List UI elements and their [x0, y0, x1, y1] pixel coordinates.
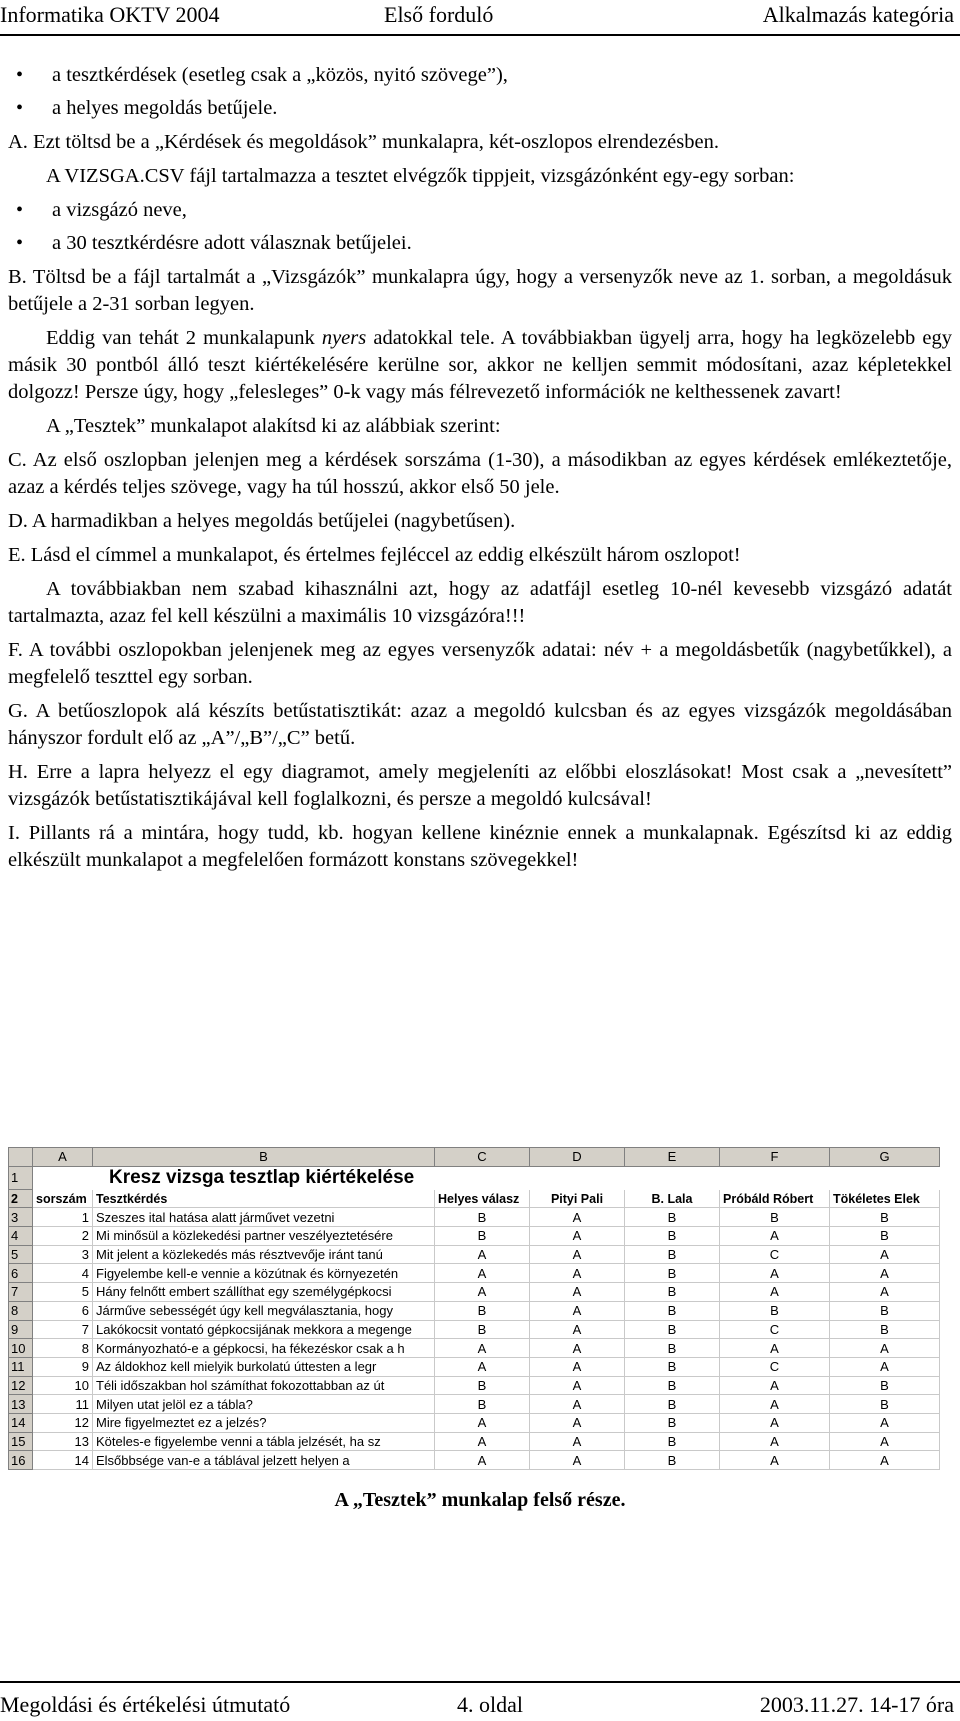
header-cell: Tökéletes Elek: [830, 1189, 940, 1208]
table-cell: A: [435, 1357, 530, 1376]
task-e: E. Lásd el címmel a munkalapot, és értelmes fejléccel az eddig elkészült három oszlopot!: [8, 544, 741, 566]
header-round: Első forduló: [384, 2, 494, 27]
table-cell: Mi minősül a közlekedési partner veszélyeztetésére: [93, 1227, 435, 1246]
row-number: 6: [9, 1264, 33, 1283]
table-cell: 12: [33, 1413, 93, 1432]
table-row: [9, 1264, 940, 1283]
table-row: [9, 1283, 940, 1302]
spreadsheet-sample: [8, 1147, 956, 1477]
task-b: B. Töltsd be a fájl tartalmát a „Vizsgázók” munkalapra úgy, hogy a versenyzők neve az 1. sorban, a megoldásuk betűjele a 2-31 sorban legyen.: [8, 266, 952, 315]
table-cell: B: [625, 1357, 720, 1376]
table-row: [9, 1227, 940, 1246]
list-item: • a vizsgázó neve,: [8, 197, 952, 224]
paragraph-eddig: [8, 325, 952, 406]
table-cell: A: [830, 1357, 940, 1376]
task-a: A. Ezt töltsd be a „Kérdések és megoldások” munkalapra, két-oszlopos elrendezésben.: [8, 131, 719, 153]
table-cell: A: [720, 1339, 830, 1358]
table-row: [9, 1320, 940, 1339]
table-cell: C: [720, 1245, 830, 1264]
table-cell: A: [435, 1339, 530, 1358]
sheet-body: [9, 1208, 940, 1470]
row-number: 12: [9, 1376, 33, 1395]
table-cell: A: [720, 1264, 830, 1283]
footer-title: Megoldási és értékelési útmutató: [0, 1692, 291, 1717]
table-row: [9, 1376, 940, 1395]
table-cell: A: [435, 1264, 530, 1283]
table-cell: Szeszes ital hatása alatt járművet vezetni: [93, 1208, 435, 1227]
column-header-row: [9, 1148, 940, 1167]
table-cell: A: [435, 1413, 530, 1432]
table-cell: 14: [33, 1451, 93, 1470]
table-row: [9, 1208, 940, 1227]
table-cell: A: [830, 1264, 940, 1283]
bullet-list-csv: [8, 197, 952, 257]
text-span: adatokkal tele. A továbbiakban ügyelj arra, hogy ha legközelebb egy másik 30 pontból álló teszt kiértékelésére kerülne sor, akkor ne kelljen semmit módosítani, azaz képletekkel dolgozz! Persze úgy, hogy „felesleges” 0-k vagy más félrevezető információk ne kelthessenek zavart!: [8, 327, 952, 403]
table-row: [9, 1413, 940, 1432]
page-footer: [0, 1681, 960, 1721]
row-number: 2: [9, 1189, 33, 1208]
table-cell: B: [830, 1227, 940, 1246]
table-cell: 5: [33, 1283, 93, 1302]
table-cell: 11: [33, 1395, 93, 1414]
task-g: G. A betűoszlopok alá készíts betűstatisztikát: azaz a megoldó kulcsban és az egyes vizsgázók megoldásában hányszor fordult elő az „A”/„B”/„C” betű.: [8, 700, 952, 749]
row-number: 9: [9, 1320, 33, 1339]
task-text: [8, 62, 952, 881]
task-h: H. Erre a lapra helyezz el egy diagramot, amely megjeleníti az előbbi eloszlásokat! Most csak a „nevesített” vizsgázók betűstatisztikájával kell foglalkozni, és persze a megoldó kulcsával!: [8, 761, 952, 810]
table-cell: Figyelembe kell-e vennie a közútnak és környezetén: [93, 1264, 435, 1283]
list-item: • a 30 tesztkérdésre adott válasznak betűjelei.: [8, 230, 952, 257]
task-i: I. Pillants rá a mintára, hogy tudd, kb. hogyan kellene kinéznie ennek a munkalapnak. Egészítsd ki az eddig elkészült munkalapot a megfelelően formázott konstans szövegekkel!: [8, 822, 952, 871]
table-cell: 7: [33, 1320, 93, 1339]
csv-description: A VIZSGA.CSV fájl tartalmazza a tesztet elvégzők tippjeit, vizsgázónként egy-egy sorban:: [46, 165, 795, 187]
header-row: [9, 1189, 940, 1208]
header-cell: B. Lala: [625, 1189, 720, 1208]
table-cell: B: [830, 1376, 940, 1395]
column-header: D: [530, 1148, 625, 1167]
table-cell: A: [530, 1451, 625, 1470]
table-cell: A: [530, 1301, 625, 1320]
table-cell: A: [435, 1432, 530, 1451]
table-cell: A: [720, 1227, 830, 1246]
row-number: 4: [9, 1227, 33, 1246]
column-header: A: [33, 1148, 93, 1167]
header-cell: Pityi Pali: [530, 1189, 625, 1208]
corner-cell: [9, 1148, 33, 1167]
table-cell: B: [720, 1301, 830, 1320]
table-cell: 8: [33, 1339, 93, 1358]
table-cell: 2: [33, 1227, 93, 1246]
table-cell: 10: [33, 1376, 93, 1395]
footer-page: 4. oldal: [457, 1692, 523, 1717]
table-cell: B: [625, 1208, 720, 1227]
table-cell: B: [625, 1451, 720, 1470]
task-c: C. Az első oszlopban jelenjen meg a kérdések sorszáma (1-30), a másodikban az egyes kérdések emlékeztetője, azaz a kérdés teljes szövege, vagy ha túl hosszú, akkor első 50 jele.: [8, 449, 952, 498]
header-cell: Tesztkérdés: [93, 1189, 435, 1208]
table-cell: B: [625, 1227, 720, 1246]
row-number: 10: [9, 1339, 33, 1358]
table-cell: A: [720, 1432, 830, 1451]
table-cell: Köteles-e figyelembe venni a tábla jelzését, ha sz: [93, 1432, 435, 1451]
paragraph-tovabb: A továbbiakban nem szabad kihasználni azt, hogy az adatfájl esetleg 10-nél kevesebb vizsgázó adatát tartalmazta, azaz fel kell készülni a maximális 10 vizsgázóra!!!: [8, 578, 952, 627]
table-cell: A: [530, 1432, 625, 1451]
table-cell: A: [720, 1451, 830, 1470]
table-row: [9, 1451, 940, 1470]
table-cell: A: [435, 1451, 530, 1470]
row-number: 13: [9, 1395, 33, 1414]
column-header: B: [93, 1148, 435, 1167]
row-number: 14: [9, 1413, 33, 1432]
table-cell: A: [830, 1245, 940, 1264]
table-cell: 1: [33, 1208, 93, 1227]
table-cell: A: [435, 1245, 530, 1264]
table-cell: B: [435, 1301, 530, 1320]
table-cell: B: [625, 1301, 720, 1320]
table-row: [9, 1301, 940, 1320]
list-item: • a helyes megoldás betűjele.: [8, 95, 952, 122]
header-competition: Informatika OKTV 2004: [0, 2, 220, 27]
table-cell: B: [435, 1395, 530, 1414]
table-cell: B: [625, 1339, 720, 1358]
table-cell: B: [625, 1413, 720, 1432]
table-cell: Az áldokhoz kell mielyik burkolatú úttesten a legr: [93, 1357, 435, 1376]
table-cell: B: [625, 1283, 720, 1302]
column-header: C: [435, 1148, 530, 1167]
table-cell: Mire figyelmeztet ez a jelzés?: [93, 1413, 435, 1432]
table-cell: Járműve sebességét úgy kell megválasztania, hogy: [93, 1301, 435, 1320]
table-cell: A: [435, 1283, 530, 1302]
table-cell: B: [830, 1395, 940, 1414]
table-cell: B: [830, 1301, 940, 1320]
table-cell: A: [530, 1357, 625, 1376]
row-number: 1: [9, 1166, 33, 1189]
table-cell: A: [720, 1413, 830, 1432]
table-cell: C: [720, 1320, 830, 1339]
column-header: G: [830, 1148, 940, 1167]
table-cell: B: [830, 1320, 940, 1339]
table-cell: Hány felnőtt embert szállíthat egy személygépkocsi: [93, 1283, 435, 1302]
column-header: F: [720, 1148, 830, 1167]
table-cell: A: [530, 1208, 625, 1227]
table-cell: B: [625, 1264, 720, 1283]
table-row: [9, 1357, 940, 1376]
table-cell: 13: [33, 1432, 93, 1451]
table-cell: 6: [33, 1301, 93, 1320]
table-row: [9, 1432, 940, 1451]
table-cell: A: [830, 1451, 940, 1470]
bullet-list-questions: [8, 62, 952, 122]
row-number: 15: [9, 1432, 33, 1451]
table-cell: A: [830, 1432, 940, 1451]
table-row: [9, 1395, 940, 1414]
table-cell: 3: [33, 1245, 93, 1264]
table-cell: A: [830, 1413, 940, 1432]
title-row: [9, 1166, 940, 1189]
table-cell: A: [530, 1245, 625, 1264]
table-cell: A: [530, 1227, 625, 1246]
table-cell: Elsőbbsége van-e a táblával jelzett helyen a: [93, 1451, 435, 1470]
emphasis: nyers: [321, 327, 367, 349]
task-d: D. A harmadikban a helyes megoldás betűjelei (nagybetűsen).: [8, 510, 516, 532]
header-cell: sorszám: [33, 1189, 93, 1208]
table-cell: B: [435, 1208, 530, 1227]
table-cell: A: [530, 1264, 625, 1283]
task-f: F. A további oszlopokban jelenjenek meg az egyes versenyzők adatai: név + a megoldásbetűk (nagybetűkkel), a megfelelő teszttel egy sorban.: [8, 639, 952, 688]
table-cell: Milyen utat jelöl ez a tábla?: [93, 1395, 435, 1414]
table-cell: A: [530, 1339, 625, 1358]
table-cell: Lakókocsit vontató gépkocsijának mekkora a megenge: [93, 1320, 435, 1339]
table-cell: A: [530, 1320, 625, 1339]
table-cell: C: [720, 1357, 830, 1376]
table-cell: B: [435, 1320, 530, 1339]
sheet-title: Kresz vizsga tesztlap kiértékelése: [109, 1166, 415, 1188]
table-cell: A: [530, 1413, 625, 1432]
page-header: [0, 0, 960, 36]
row-number: 11: [9, 1357, 33, 1376]
table-row: [9, 1245, 940, 1264]
row-number: 7: [9, 1283, 33, 1302]
table-cell: B: [625, 1320, 720, 1339]
column-header: E: [625, 1148, 720, 1167]
table-cell: B: [435, 1376, 530, 1395]
list-item: • a tesztkérdések (esetleg csak a „közös, nyitó szövege”),: [8, 62, 952, 89]
table-cell: A: [530, 1283, 625, 1302]
table-cell: 9: [33, 1357, 93, 1376]
table-cell: A: [720, 1395, 830, 1414]
table-cell: B: [830, 1208, 940, 1227]
table-cell: A: [830, 1283, 940, 1302]
table-cell: Téli időszakban hol számíthat fokozottabban az út: [93, 1376, 435, 1395]
header-category: Alkalmazás kategória: [762, 2, 954, 27]
table-cell: A: [530, 1395, 625, 1414]
table-cell: B: [625, 1245, 720, 1264]
header-cell: Helyes válasz: [435, 1189, 530, 1208]
table-cell: B: [435, 1227, 530, 1246]
paragraph-tesztek: A „Tesztek” munkalapot alakítsd ki az alábbiak szerint:: [46, 415, 501, 437]
table-cell: B: [720, 1208, 830, 1227]
table-cell: B: [625, 1395, 720, 1414]
table-cell: Kormányozható-e a gépkocsi, ha fékezéskor csak a h: [93, 1339, 435, 1358]
table-cell: A: [720, 1376, 830, 1395]
table-row: [9, 1339, 940, 1358]
footer-date: 2003.11.27. 14-17 óra: [759, 1692, 954, 1717]
row-number: 5: [9, 1245, 33, 1264]
table-cell: A: [530, 1376, 625, 1395]
row-number: 3: [9, 1208, 33, 1227]
row-number: 8: [9, 1301, 33, 1320]
table-cell: A: [830, 1339, 940, 1358]
table-cell: A: [720, 1283, 830, 1302]
row-number: 16: [9, 1451, 33, 1470]
text-span: Eddig van tehát 2 munkalapunk: [46, 327, 322, 349]
table-cell: Mit jelent a közlekedés más résztvevője iránt tanú: [93, 1245, 435, 1264]
figure-caption: A „Tesztek” munkalap felső része.: [334, 1489, 626, 1511]
table-cell: B: [625, 1432, 720, 1451]
table-cell: B: [625, 1376, 720, 1395]
header-cell: Próbáld Róbert: [720, 1189, 830, 1208]
spreadsheet-table: [8, 1147, 940, 1470]
table-cell: 4: [33, 1264, 93, 1283]
